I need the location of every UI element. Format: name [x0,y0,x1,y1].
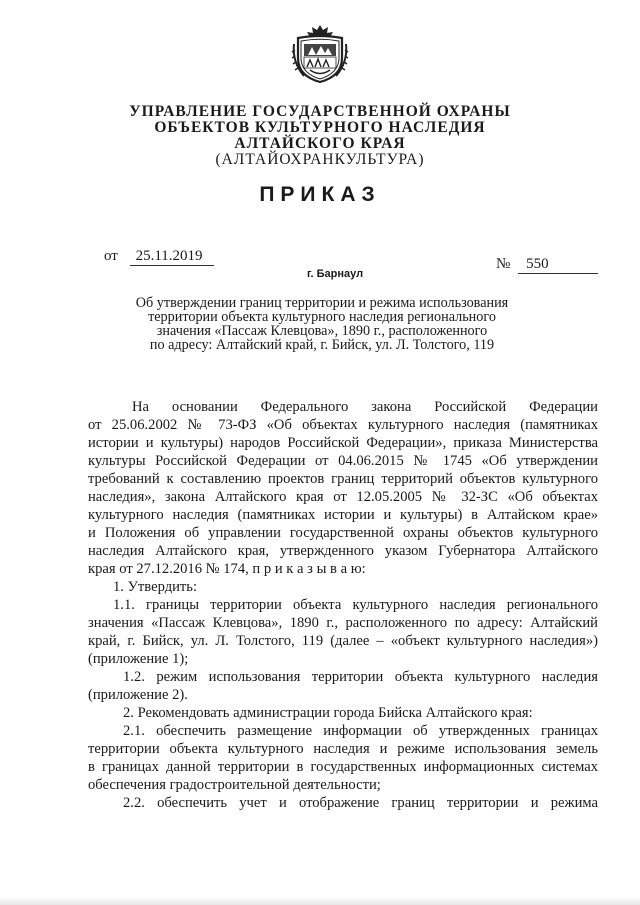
org-name-line1: УПРАВЛЕНИЕ ГОСУДАРСТВЕННОЙ ОХРАНЫ [129,103,511,120]
body-line: (приложение 1); [88,651,189,667]
body-line: культуры Российской Федерации от 04.06.2015 № 1745 «Об утверждении [88,453,598,469]
body-line: истории и культуры) народов Российской Федерации», приказа Министерства [88,435,598,451]
date-row [104,248,214,266]
document-subject [100,296,544,352]
number-row [496,256,598,274]
body-line: от 25.06.2002 № 73-ФЗ «Об объектах культурного наследия (памятниках [88,417,598,433]
body-line: 1.1. границы территории объекта культурного наследия регионального [113,597,598,613]
subject-line: значения «Пассаж Клевцова», 1890 г., расположенного [156,323,488,339]
body-line: 1.2. режим использования территории объекта культурного наследия [123,669,598,685]
body-line: 2.2. обеспечить учет и отображение границ территории и режима [123,795,598,811]
body-line: (приложение 2). [88,687,188,703]
subject-line: по адресу: Алтайский край, г. Бийск, ул. Л. Толстого, 119 [149,337,495,353]
body-line: и Положения об управлении государственной охраны объектов культурного [88,525,598,541]
org-short-name: (АЛТАЙОХРАНКУЛЬТУРА) [215,151,425,168]
subject-line: территории объекта культурного наследия регионального [148,309,496,325]
number-label: № [496,256,511,272]
body-line: 2. Рекомендовать администрации города Бийска Алтайского края: [123,705,533,721]
body-line: территории объекта культурного наследия и режиме использования земель [88,741,598,757]
body-line: значения «Пассаж Клевцова», 1890 г., расположенного по адресу: Алтайский [88,615,598,631]
subject-line: Об утверждении границ территории и режима использования [135,295,509,311]
document-title: ПРИКАЗ [259,183,381,206]
document-date: 25.11.2019 [130,248,214,266]
body-line: 1. Утвердить: [113,579,198,595]
body-line: На основании Федерального закона Российской Федерации [132,399,598,415]
scan-edge [0,897,640,905]
body-line: наследия Алтайского края, утвержденного указом Губернатора Алтайского [88,543,598,559]
org-name-line2: ОБЪЕКТОВ КУЛЬТУРНОГО НАСЛЕДИЯ [154,119,486,136]
from-label: от [104,248,118,264]
body-line: культурного наследия (памятниках истории и культуры) в Алтайском крае» [88,507,598,523]
city: г. Барнаул [307,268,364,280]
body-line: наследия», закона Алтайского края от 12.05.2005 № 32-ЗС «Об объектах [88,489,598,505]
body-line: обеспечения градостроительной деятельности; [88,777,381,793]
body-line: требований к составлению проектов границ территорий объектов культурного [88,471,598,487]
coat-of-arms-emblem [290,22,350,84]
body-line: края от 27.12.2016 № 174, п р и к а з ы в а ю: [88,561,366,577]
document-number: 550 [518,256,598,274]
org-name-line3: АЛТАЙСКОГО КРАЯ [234,135,406,152]
body-line: 2.1. обеспечить размещение информации об утвержденных границах [123,723,598,739]
body-line: край, г. Бийск, ул. Л. Толстого, 119 (далее – «объект культурного наследия») [88,633,598,649]
body-line: в границах данной территории в государственных информационных системах [88,759,598,775]
